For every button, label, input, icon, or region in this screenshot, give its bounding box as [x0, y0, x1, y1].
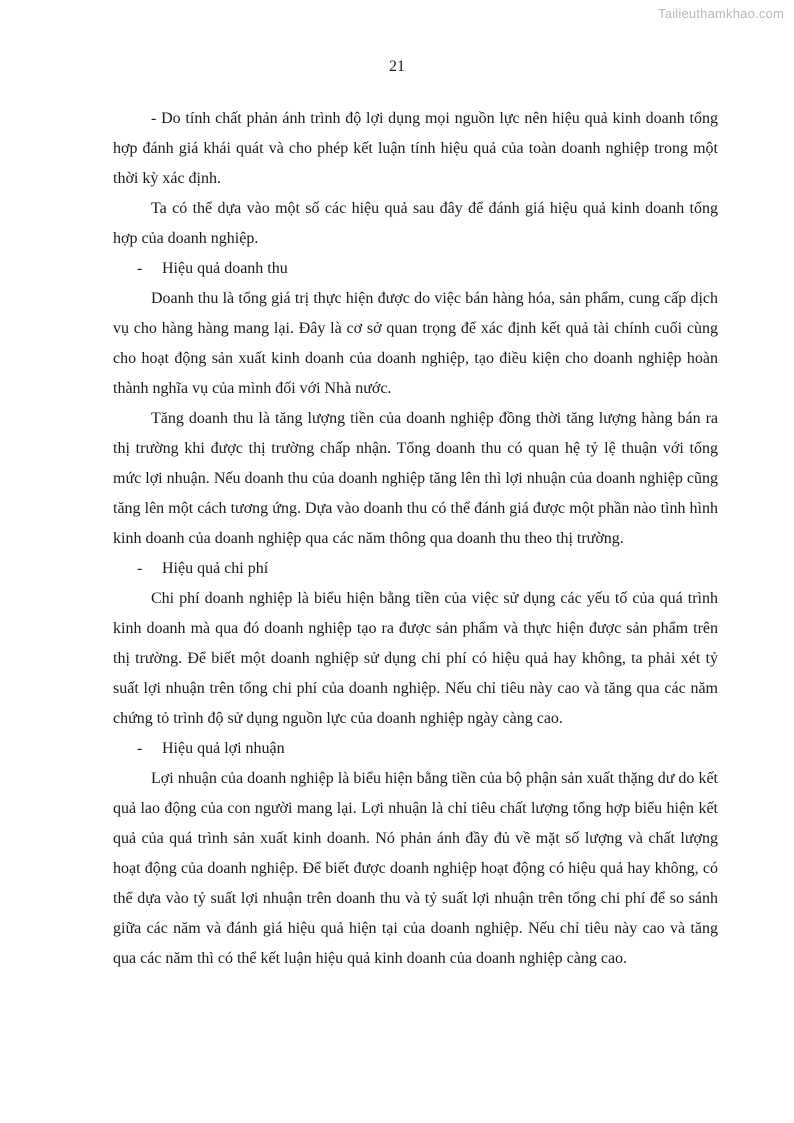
heading-text: Hiệu quả lợi nhuận — [162, 740, 285, 757]
page-number: 21 — [389, 58, 405, 75]
heading-cost-efficiency — [113, 554, 718, 584]
paragraph-revenue-growth: Tăng doanh thu là tăng lượng tiền của doanh nghiệp đồng thời tăng lượng hàng bán ra thị trường khi được thị trường chấp nhận. Tổng doanh thu có quan hệ tỷ lệ thuận với tổng mức lợi nhuận. Nếu doanh thu của doanh nghiệp tăng lên thì lợi nhuận của doanh nghiệp cũng tăng lên một cách tương ứng. Dựa vào doanh thu có thể đánh giá được một phần nào tình hình kinh doanh của doanh nghiệp qua các năm thông qua doanh thu theo thị trường. — [113, 410, 718, 547]
bullet-dash: - — [137, 260, 143, 277]
heading-text: Hiệu quả doanh thu — [162, 260, 288, 277]
bullet-dash: - — [137, 740, 143, 757]
heading-revenue-efficiency — [113, 254, 718, 284]
paragraph-profit: Lợi nhuận của doanh nghiệp là biểu hiện bằng tiền của bộ phận sản xuất thặng dư do kết quả lao động của con người mang lại. Lợi nhuận là chỉ tiêu chất lượng tổng hợp biểu hiện kết quả của quá trình sản xuất kinh doanh. Nó phản ánh đầy đủ về mặt số lượng và chất lượng hoạt động của doanh nghiệp. Để biết được doanh nghiệp hoạt động có hiệu quả hay không, có thể dựa vào tỷ suất lợi nhuận trên doanh thu và tỷ suất lợi nhuận trên tổng chi phí để so sánh giữa các năm và đánh giá hiệu quả hiện tại của doanh nghiệp. Nếu chỉ tiêu này cao và tăng qua các năm thì có thể kết luận hiệu quả kinh doanh của doanh nghiệp càng cao. — [113, 770, 718, 967]
watermark: Tailieuthamkhao.com — [658, 6, 784, 21]
paragraph-overview: - Do tính chất phản ánh trình độ lợi dụng mọi nguồn lực nên hiệu quả kinh doanh tổng hợp đánh giá khái quát và cho phép kết luận tính hiệu quả của toàn doanh nghiệp trong một thời kỳ xác định. — [113, 110, 718, 187]
paragraph-cost: Chi phí doanh nghiệp là biểu hiện bằng tiền của việc sử dụng các yếu tố của quá trình kinh doanh mà qua đó doanh nghiệp tạo ra được sản phẩm và thực hiện được sản phẩm trên thị trường. Để biết một doanh nghiệp sử dụng chi phí có hiệu quả hay không, ta phải xét tỷ suất lợi nhuận trên tổng chi phí của doanh nghiệp. Nếu chỉ tiêu này cao và tăng qua các năm chứng tỏ trình độ sử dụng nguồn lực của doanh nghiệp ngày càng cao. — [113, 590, 718, 727]
document-body — [113, 104, 718, 974]
bullet-dash: - — [137, 560, 143, 577]
paragraph-revenue-definition: Doanh thu là tổng giá trị thực hiện được do việc bán hàng hóa, sản phẩm, cung cấp dịch vụ cho hàng hàng mang lại. Đây là cơ sở quan trọng để xác định kết quả tài chính cuối cùng cho hoạt động sản xuất kinh doanh của doanh nghiệp, tạo điều kiện cho doanh nghiệp hoàn thành nghĩa vụ của mình đối với Nhà nước. — [113, 290, 718, 397]
heading-profit-efficiency — [113, 734, 718, 764]
paragraph-intro: Ta có thể dựa vào một số các hiệu quả sau đây để đánh giá hiệu quả kinh doanh tổng hợp của doanh nghiệp. — [113, 200, 718, 247]
heading-text: Hiệu quả chi phí — [162, 560, 269, 577]
